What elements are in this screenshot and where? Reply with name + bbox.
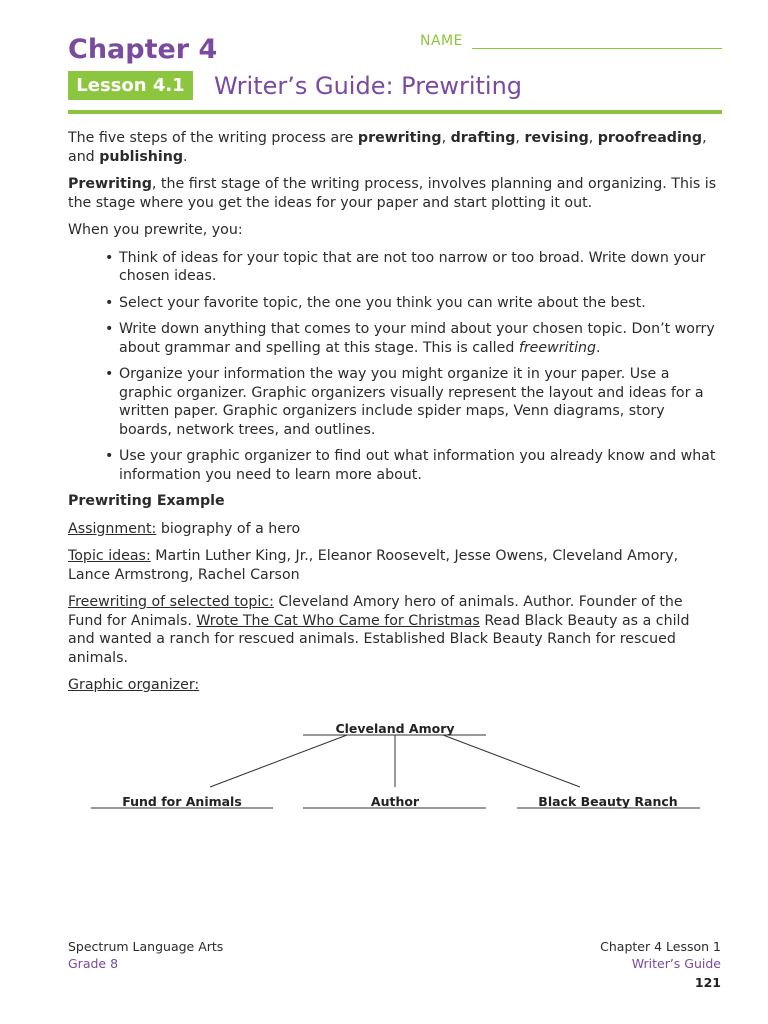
- list-item: • Use your graphic organizer to find out what information you already know and what information you need to learn more about.: [105, 448, 716, 483]
- list-item: • Organize your information the way you might organize it in your paper. Use a graphic organizer. Graphic organizers visually represent the layout and ideas for a written paper. Graphic organizers include spider maps, Venn diagrams, story boards, network trees, and outlines.: [105, 366, 704, 438]
- topic-ideas-line: Topic ideas: Martin Luther King, Jr., Eleanor Roosevelt, Jesse Owens, Cleveland Amory, Lance Armstrong, Rachel Carson: [68, 548, 679, 583]
- footer-left: [68, 938, 223, 972]
- page-number: 121: [694, 975, 721, 990]
- graphic-organizer-label: Graphic organizer:: [68, 677, 200, 693]
- intro-paragraph: The five steps of the writing process are prewriting, drafting, revising, proofreading, and publishing.: [68, 130, 707, 165]
- freewriting-paragraph: Freewriting of selected topic: Cleveland Amory hero of animals. Author. Founder of the Fund for Animals. Wrote The Cat Who Came for Christmas Read Black Beauty as a child and wanted a ranch for rescued animals. Established Black Beauty Ranch for rescued animals.: [68, 594, 690, 666]
- name-label: NAME: [420, 33, 463, 49]
- footer-chapter-lesson: Chapter 4 Lesson 1: [600, 939, 721, 954]
- organizer-center-text: Cleveland Amory: [335, 721, 455, 736]
- prewriting-definition: Prewriting, the first stage of the writing process, involves planning and organizing. This is the stage where you get the ideas for your paper and start plotting it out.: [68, 176, 717, 211]
- example-heading: Prewriting Example: [68, 493, 225, 509]
- organizer-left-text: Fund for Animals: [122, 794, 242, 809]
- prewriting-steps-list: [68, 249, 720, 485]
- name-line[interactable]: [472, 48, 722, 49]
- branch-left: [210, 735, 347, 787]
- graphic-organizer-diagram: [60, 712, 720, 822]
- assignment-line: Assignment: biography of a hero: [68, 520, 301, 537]
- chapter-title: Chapter 4: [68, 34, 218, 65]
- organizer-right-text: Black Beauty Ranch: [538, 794, 678, 809]
- footer-book-title: Spectrum Language Arts: [68, 939, 224, 954]
- when-text: When you prewrite, you:: [68, 222, 243, 238]
- branch-right: [443, 735, 580, 787]
- header-rule: [68, 110, 722, 114]
- main-content: [68, 129, 720, 704]
- list-item: • Think of ideas for your topic that are not too narrow or too broad. Write down your chosen ideas.: [105, 249, 706, 284]
- lesson-title: Writer’s Guide: Prewriting: [214, 72, 523, 100]
- lesson-badge: Lesson 4.1: [68, 71, 193, 100]
- footer-grade: Grade 8: [68, 956, 119, 971]
- footer-right: [600, 938, 721, 972]
- footer-section: Writer’s Guide: [631, 956, 721, 971]
- organizer-middle-text: Author: [370, 794, 420, 809]
- list-item: • Select your favorite topic, the one you think you can write about the best.: [105, 294, 646, 311]
- list-item: • Write down anything that comes to your mind about your chosen topic. Don’t worry about grammar and spelling at this stage. This is called freewriting.: [105, 321, 715, 356]
